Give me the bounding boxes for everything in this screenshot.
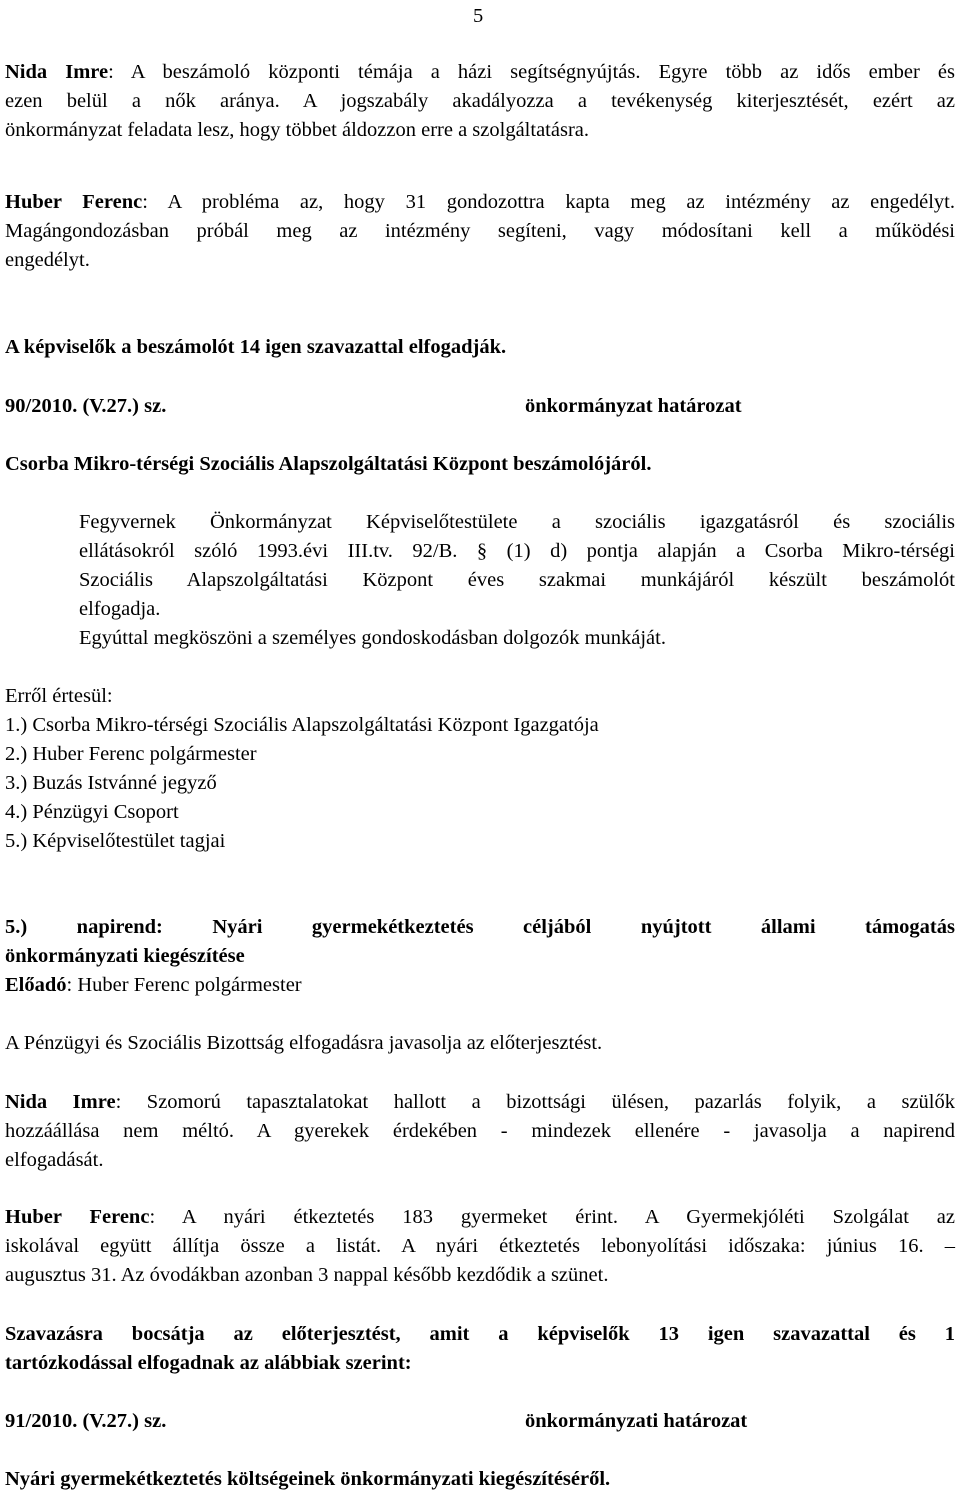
paragraph-huber-ferenc-2 — [5, 1203, 955, 1290]
resolution-header — [5, 392, 955, 421]
resolution-number: 91/2010. (V.27.) sz. — [5, 1410, 167, 1432]
text-line: iskolával együtt állítja össze a listát. A nyári étkeztetés lebonyolítási időszaka: június 16. – — [5, 1235, 955, 1257]
resolution-type: önkormányzati határozat — [525, 1410, 748, 1432]
speaker-name: Nida Imre — [5, 1091, 116, 1113]
agenda-item-5 — [5, 913, 955, 1000]
notification-list — [5, 682, 599, 856]
resolution-number: 90/2010. (V.27.) sz. — [5, 395, 167, 417]
text-line: Szociális Alapszolgáltatási Központ éves szakmai munkájáról készült beszámolót — [79, 569, 955, 591]
text-line: Szavazásra bocsátja az előterjesztést, amit a képviselők 13 igen szavazattal és 1 — [5, 1323, 955, 1345]
paragraph-nida-imre-2 — [5, 1088, 955, 1175]
presenter-label: Előadó — [5, 974, 67, 996]
text-line: A képviselők a beszámolót 14 igen szavazattal elfogadják. — [5, 336, 507, 358]
text-line: A Pénzügyi és Szociális Bizottság elfogadásra javasolja az előterjesztést. — [5, 1032, 603, 1054]
speaker-name: Huber Ferenc — [5, 1206, 150, 1228]
paragraph-nida-imre-1 — [5, 58, 955, 145]
text-line: Egyúttal megköszöni a személyes gondoskodásban dolgozók munkáját. — [79, 627, 666, 649]
text-line — [5, 1088, 955, 1117]
vote-result — [5, 333, 955, 362]
agenda-title: 5.) napirend: Nyári gyermekétkeztetés céljából nyújtott állami támogatás — [5, 916, 955, 938]
resolution-type: önkormányzat határozat — [525, 395, 742, 417]
text-line: Nyári gyermekétkeztetés költségeinek önkormányzati kiegészítéséről. — [5, 1468, 611, 1490]
text-fragment: : A nyári étkeztetés 183 gyermeket érint. A Gyermekjóléti Szolgálat az — [149, 1206, 955, 1228]
resolution-body — [79, 508, 955, 653]
text-fragment: : A beszámoló központi témája a házi segítségnyújtás. Egyre több az idős ember és — [108, 61, 955, 83]
text-line: augusztus 31. Az óvodákban azonban 3 nappal később kezdődik a szünet. — [5, 1264, 609, 1286]
list-item: 2.) Huber Ferenc polgármester — [5, 743, 257, 765]
list-item: 1.) Csorba Mikro-térségi Szociális Alapszolgáltatási Központ Igazgatója — [5, 714, 599, 736]
text-line: tartózkodással elfogadnak az alábbiak szerint: — [5, 1352, 412, 1374]
paragraph-huber-ferenc-1 — [5, 188, 955, 275]
text-line: hozzáállása nem méltó. A gyerekek érdekében - mindezek ellenére - javasolja a napirend — [5, 1120, 955, 1142]
text-line: Csorba Mikro-térségi Szociális Alapszolgáltatási Központ beszámolójáról. — [5, 453, 652, 475]
text-fragment: : A probléma az, hogy 31 gondozottra kapta meg az intézmény az engedélyt. — [142, 191, 955, 213]
committee-recommendation — [5, 1029, 955, 1058]
resolution-title — [5, 1465, 955, 1494]
text-line: Fegyvernek Önkormányzat Képviselőtestülete a szociális igazgatásról és szociális — [79, 511, 955, 533]
agenda-title: önkormányzati kiegészítése — [5, 945, 245, 967]
text-line: elfogadását. — [5, 1149, 104, 1171]
text-line: elfogadja. — [79, 598, 161, 620]
list-item: 3.) Buzás Istvánné jegyző — [5, 772, 217, 794]
list-item: 5.) Képviselőtestület tagjai — [5, 830, 226, 852]
resolution-header — [5, 1407, 955, 1436]
page-number: 5 — [473, 5, 484, 27]
presenter-line — [5, 971, 955, 1000]
vote-statement — [5, 1320, 955, 1378]
text-line: önkormányzat feladata lesz, hogy többet áldozzon erre a szolgáltatásra. — [5, 119, 589, 141]
list-item: 4.) Pénzügyi Csoport — [5, 801, 179, 823]
resolution-title — [5, 450, 955, 479]
text-line — [5, 58, 955, 87]
text-line — [5, 188, 955, 217]
text-line — [5, 1203, 955, 1232]
text-line: engedélyt. — [5, 249, 90, 271]
text-fragment: : Szomorú tapasztalatokat hallott a bizottsági ülésen, pazarlás folyik, a szülők — [115, 1091, 955, 1113]
presenter-value: : Huber Ferenc polgármester — [66, 974, 302, 996]
speaker-name: Nida Imre — [5, 61, 109, 83]
notification-heading: Erről értesül: — [5, 685, 113, 707]
speaker-name: Huber Ferenc — [5, 191, 143, 213]
text-line: Magángondozásban próbál meg az intézmény segíteni, vagy módosítani kell a működési — [5, 220, 955, 242]
text-line: ezen belül a nők aránya. A jogszabály akadályozza a tevékenység kiterjesztését, ezért az — [5, 90, 955, 112]
text-line: ellátásokról szóló 1993.évi III.tv. 92/B. § (1) d) pontja alapján a Csorba Mikro-térségi — [79, 540, 955, 562]
